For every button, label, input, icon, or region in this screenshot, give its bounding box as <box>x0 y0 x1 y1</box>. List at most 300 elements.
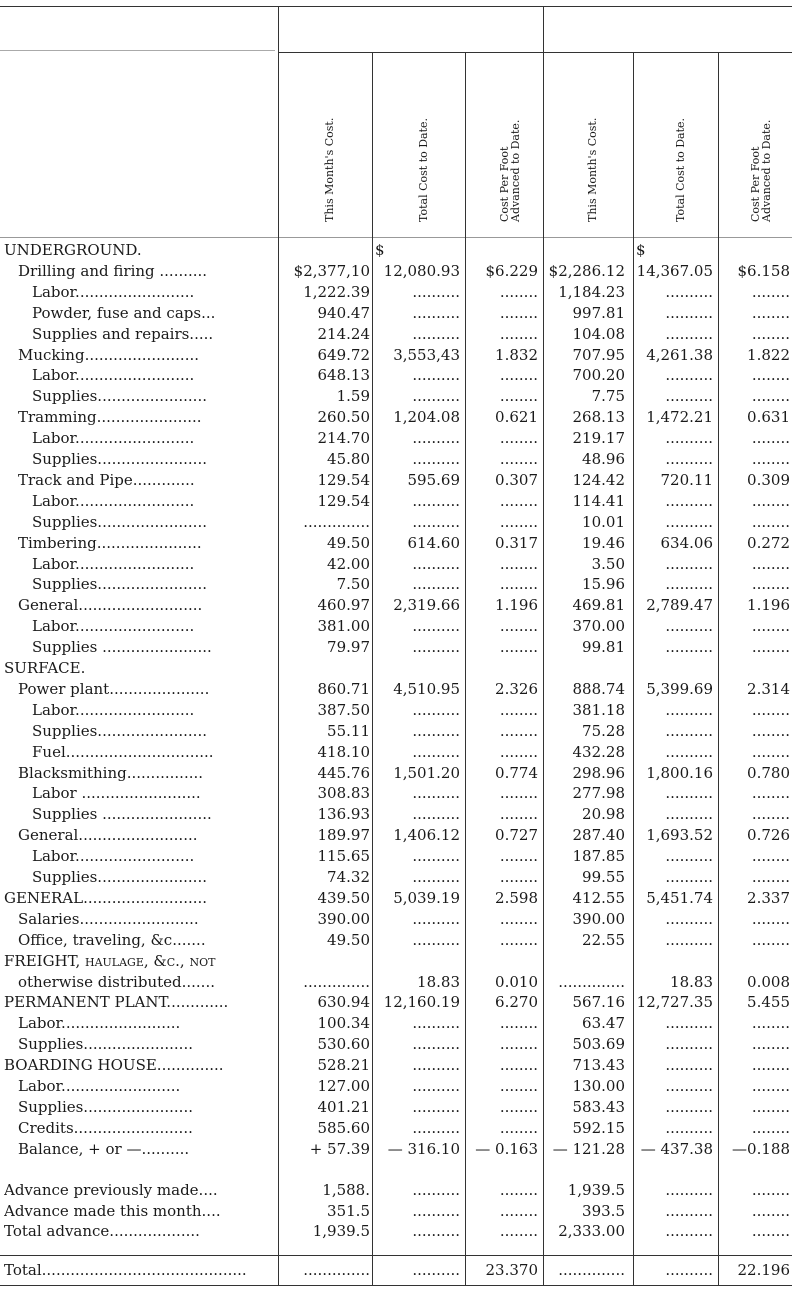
table-cell: — 437.38 <box>640 1139 713 1158</box>
table-cell: $ <box>375 241 385 259</box>
table-cell: 860.71 <box>317 679 370 698</box>
table-cell: .......... <box>412 721 460 740</box>
table-cell: .......... <box>412 366 460 385</box>
table-cell: 439.50 <box>317 888 370 907</box>
table-cell: ........ <box>499 617 538 636</box>
table-cell: .......... <box>665 324 713 343</box>
table-cell: 2,333.00 <box>558 1222 625 1241</box>
table-cell: ........ <box>751 429 790 448</box>
row-label: Supplies ....................... <box>32 640 212 656</box>
table-cell: 104.08 <box>572 324 625 343</box>
table-cell: 15.96 <box>582 575 625 594</box>
table-cell: 0.621 <box>495 408 538 427</box>
table-cell: ........ <box>499 303 538 322</box>
table-cell: 99.81 <box>582 638 625 657</box>
table-cell: ........ <box>751 387 790 406</box>
column-heading: Advanced to Date. <box>509 119 522 222</box>
row-label: Supplies....................... <box>18 1037 193 1053</box>
row-label: Labor......................... <box>32 431 195 447</box>
table-cell: .......... <box>412 1261 460 1279</box>
table-cell: .......... <box>412 324 460 343</box>
table-cell: + 57.39 <box>309 1139 370 1158</box>
table-cell: ........ <box>751 909 790 928</box>
row-label: Labor......................... <box>18 1016 181 1032</box>
table-cell: ........ <box>499 805 538 824</box>
row-label: Power plant..................... <box>18 681 210 697</box>
column-heading: Cost Per Foot <box>749 146 762 222</box>
table-cell: 418.10 <box>317 742 370 761</box>
table-cell: .......... <box>665 721 713 740</box>
table-cell: 2.326 <box>495 679 538 698</box>
row-label: Total........................................... <box>4 1263 247 1278</box>
table-cell: .......... <box>412 303 460 322</box>
table-cell: ........ <box>751 721 790 740</box>
table-cell: 136.93 <box>317 805 370 824</box>
table-cell: 370.00 <box>572 617 625 636</box>
table-cell: .......... <box>412 742 460 761</box>
table-cell: .......... <box>412 847 460 866</box>
table-cell: .......... <box>412 1056 460 1075</box>
table-cell: 0.774 <box>495 763 538 782</box>
row-label: PERMANENT PLANT............. <box>4 995 229 1011</box>
table-cell: 1,472.21 <box>646 408 713 427</box>
table-cell: 1,406.12 <box>393 826 460 845</box>
column-divider <box>278 6 279 1285</box>
table-cell: .......... <box>412 1118 460 1137</box>
column-divider <box>543 6 544 1285</box>
row-label: Total advance................... <box>4 1224 200 1240</box>
header-bottom-rule <box>0 237 792 238</box>
table-cell: 0.309 <box>747 470 790 489</box>
table-cell: 630.94 <box>317 993 370 1012</box>
row-label: Supplies....................... <box>32 452 207 467</box>
row-label: Advance previously made.... <box>4 1182 218 1198</box>
column-heading: This Month's Cost. <box>586 117 599 222</box>
table-cell: 1.59 <box>336 387 370 406</box>
table-cell: ........ <box>751 617 790 636</box>
table-cell: ........ <box>499 491 538 510</box>
table-cell: .......... <box>665 930 713 949</box>
table-cell: $2,286.12 <box>548 261 625 280</box>
table-cell: ........ <box>751 638 790 657</box>
table-cell: 22.196 <box>737 1261 790 1279</box>
table-cell: 12,080.93 <box>383 261 460 280</box>
table-cell: ........ <box>499 575 538 594</box>
row-label: Supplies and repairs..... <box>32 326 214 342</box>
table-cell: .......... <box>665 1222 713 1241</box>
table-cell: 99.55 <box>582 868 625 886</box>
table-cell: 0.008 <box>747 972 790 991</box>
table-cell: ........ <box>499 450 538 468</box>
table-cell: .......... <box>665 429 713 448</box>
table-cell: .......... <box>665 491 713 510</box>
row-label: Supplies....................... <box>32 577 207 593</box>
table-cell: ........ <box>751 700 790 719</box>
row-label: Drilling and firing .......... <box>18 263 208 279</box>
table-cell: — 0.163 <box>475 1139 538 1158</box>
table-cell: ........ <box>751 1118 790 1137</box>
table-cell: 401.21 <box>317 1097 370 1116</box>
row-label: Credits......................... <box>18 1120 193 1136</box>
table-cell: 648.13 <box>317 366 370 385</box>
row-label: Powder, fuse and caps... <box>32 305 216 321</box>
table-cell: .............. <box>558 972 625 991</box>
table-cell: 7.75 <box>591 387 625 406</box>
table-cell: ........ <box>751 1180 790 1199</box>
table-cell: 390.00 <box>317 909 370 928</box>
table-cell: .......... <box>665 1118 713 1137</box>
table-cell: 187.85 <box>572 847 625 866</box>
table-cell: .......... <box>412 491 460 510</box>
table-cell: ........ <box>499 1035 538 1054</box>
row-label: Labor ......................... <box>32 786 201 802</box>
table-cell: ........ <box>499 1201 538 1220</box>
table-cell: 1,800.16 <box>646 763 713 782</box>
table-cell: 888.74 <box>572 679 625 698</box>
table-cell: 567.16 <box>572 993 625 1012</box>
table-cell: 940.47 <box>317 303 370 322</box>
table-cell: 390.00 <box>572 909 625 928</box>
row-label: Labor......................... <box>32 849 195 865</box>
table-cell: ........ <box>499 1097 538 1116</box>
row-label: Tramming...................... <box>18 410 202 426</box>
table-cell: ........ <box>751 554 790 573</box>
table-cell: 1.196 <box>747 596 790 615</box>
table-cell: 0.010 <box>495 972 538 991</box>
table-cell: 585.60 <box>317 1118 370 1137</box>
table-cell: 469.81 <box>572 596 625 615</box>
table-cell: ........ <box>499 1222 538 1241</box>
table-cell: 2.337 <box>747 888 790 907</box>
table-cell: 114.41 <box>572 491 625 510</box>
row-label: FREIGHT, haulage, &c., not <box>4 953 216 969</box>
column-divider <box>372 52 373 1285</box>
table-cell: 0.780 <box>747 763 790 782</box>
table-cell: .......... <box>665 1261 713 1279</box>
row-label: Labor......................... <box>32 493 195 509</box>
row-label: Mucking........................ <box>18 347 200 363</box>
column-heading: This Month's Cost. <box>323 117 336 222</box>
table-cell: ........ <box>751 1077 790 1095</box>
row-label: General......................... <box>18 828 198 844</box>
top-rule <box>0 6 792 7</box>
table-cell: ........ <box>499 742 538 761</box>
table-cell: 445.76 <box>317 763 370 782</box>
table-cell: 5,399.69 <box>646 679 713 698</box>
table-cell: 997.81 <box>572 303 625 322</box>
table-cell: ........ <box>751 930 790 949</box>
table-cell: .......... <box>412 1201 460 1220</box>
table-cell: ........ <box>751 282 790 301</box>
column-heading: Total Cost to Date. <box>416 117 430 222</box>
table-cell: 2,789.47 <box>646 596 713 615</box>
table-cell: .......... <box>412 1035 460 1054</box>
row-label: General.......................... <box>18 598 203 614</box>
table-cell: — 316.10 <box>387 1139 460 1158</box>
table-cell: 707.95 <box>572 345 625 364</box>
row-label: Salaries......................... <box>18 911 199 927</box>
table-cell: 2.314 <box>747 679 790 698</box>
table-cell: 0.727 <box>495 826 538 845</box>
table-cell: 530.60 <box>317 1035 370 1054</box>
table-cell: 18.83 <box>670 972 713 991</box>
table-cell: 1,204.08 <box>393 408 460 427</box>
table-cell: ........ <box>499 1118 538 1137</box>
table-cell: .......... <box>665 847 713 866</box>
column-heading: Advanced to Date. <box>760 119 773 222</box>
table-cell: 1,939.5 <box>312 1222 370 1241</box>
table-cell: 4,261.38 <box>646 345 713 364</box>
table-cell: 219.17 <box>572 429 625 448</box>
table-cell: ........ <box>751 491 790 510</box>
table-cell: 308.83 <box>317 784 370 803</box>
table-cell: .......... <box>665 366 713 385</box>
table-cell: ........ <box>499 930 538 949</box>
table-cell: ........ <box>751 1014 790 1033</box>
table-cell: 7.50 <box>336 575 370 594</box>
table-cell: ........ <box>499 868 538 886</box>
table-cell: 63.47 <box>582 1014 625 1033</box>
table-cell: 1,501.20 <box>393 763 460 782</box>
table-cell: .......... <box>665 1035 713 1054</box>
row-label: Labor......................... <box>32 556 195 572</box>
row-label: SURFACE. <box>4 661 86 676</box>
table-cell: 1,939.5 <box>567 1180 625 1199</box>
table-cell: .......... <box>412 805 460 824</box>
table-cell: .......... <box>665 909 713 928</box>
table-cell: .......... <box>412 1097 460 1116</box>
table-cell: .......... <box>412 282 460 301</box>
table-cell: ........ <box>751 512 790 531</box>
table-cell: .......... <box>665 1097 713 1116</box>
table-cell: ........ <box>751 324 790 343</box>
column-divider <box>633 52 634 1285</box>
table-cell: .......... <box>665 303 713 322</box>
table-cell: 124.42 <box>572 470 625 489</box>
table-cell: 6.270 <box>495 993 538 1012</box>
row-label: Track and Pipe............. <box>18 472 195 488</box>
row-label: Labor......................... <box>32 702 195 718</box>
table-cell: 720.11 <box>660 470 713 489</box>
table-cell: 18.83 <box>417 972 460 991</box>
table-cell: .......... <box>412 868 460 886</box>
table-cell: 5.455 <box>747 993 790 1012</box>
table-cell: .......... <box>665 1180 713 1199</box>
table-cell: 0.307 <box>495 470 538 489</box>
row-label: BOARDING HOUSE.............. <box>4 1058 224 1074</box>
table-cell: — 121.28 <box>552 1139 625 1158</box>
table-cell: 2,319.66 <box>393 596 460 615</box>
table-cell: 277.98 <box>572 784 625 803</box>
row-label: Office, traveling, &c....... <box>18 932 206 948</box>
table-cell: 1,222.39 <box>303 282 370 301</box>
table-cell: —0.188 <box>732 1139 790 1158</box>
table-cell: 592.15 <box>572 1118 625 1137</box>
table-cell: $6.229 <box>485 261 538 280</box>
table-cell: .......... <box>665 450 713 468</box>
table-cell: ........ <box>499 429 538 448</box>
row-label: Timbering...................... <box>18 535 202 551</box>
table-cell: 381.00 <box>317 617 370 636</box>
column-divider <box>718 52 719 1285</box>
table-cell: 75.28 <box>582 721 625 740</box>
table-cell: ........ <box>751 1035 790 1054</box>
table-cell: .......... <box>665 1014 713 1033</box>
table-cell: ........ <box>751 784 790 803</box>
table-cell: .............. <box>303 1261 370 1279</box>
table-cell: 412.55 <box>572 888 625 907</box>
table-cell: ........ <box>751 1222 790 1241</box>
table-cell: .......... <box>412 638 460 657</box>
table-cell: 583.43 <box>572 1097 625 1116</box>
table-cell: ........ <box>751 1201 790 1220</box>
table-cell: ........ <box>751 1056 790 1075</box>
table-cell: 1.196 <box>495 596 538 615</box>
table-cell: ........ <box>751 303 790 322</box>
table-cell: 129.54 <box>317 491 370 510</box>
table-cell: 22.55 <box>582 930 625 949</box>
table-cell: ........ <box>751 1097 790 1116</box>
table-cell: 700.20 <box>572 366 625 385</box>
table-cell: ........ <box>499 1077 538 1095</box>
table-cell: 214.24 <box>317 324 370 343</box>
table-cell: .......... <box>665 554 713 573</box>
table-cell: .......... <box>665 784 713 803</box>
table-cell: .......... <box>665 1077 713 1095</box>
table-cell: ........ <box>499 512 538 531</box>
table-cell: 12,160.19 <box>383 993 460 1012</box>
table-cell: ........ <box>499 554 538 573</box>
bottom-rule <box>0 1285 792 1286</box>
table-cell: 287.40 <box>572 826 625 845</box>
table-cell: ........ <box>499 700 538 719</box>
table-cell: .......... <box>412 930 460 949</box>
table-cell: 1.822 <box>747 345 790 364</box>
table-cell: $6.158 <box>737 261 790 280</box>
table-cell: 260.50 <box>317 408 370 427</box>
table-cell: 115.65 <box>317 847 370 866</box>
table-cell: 1,588. <box>322 1180 370 1199</box>
table-cell: ........ <box>751 450 790 468</box>
table-cell: 5,039.19 <box>393 888 460 907</box>
table-cell: .............. <box>303 512 370 531</box>
table-cell: .......... <box>412 512 460 531</box>
table-cell: .......... <box>412 429 460 448</box>
table-cell: .............. <box>558 1261 625 1279</box>
table-cell: .......... <box>665 868 713 886</box>
table-cell: 130.00 <box>572 1077 625 1095</box>
table-cell: .......... <box>665 575 713 594</box>
table-cell: $ <box>636 241 646 259</box>
table-cell: ........ <box>499 1014 538 1033</box>
table-cell: .......... <box>412 617 460 636</box>
table-cell: .......... <box>665 512 713 531</box>
table-cell: 713.43 <box>572 1056 625 1075</box>
table-cell: .......... <box>412 387 460 406</box>
table-cell: 649.72 <box>317 345 370 364</box>
table-cell: 79.97 <box>327 638 370 657</box>
table-cell: ........ <box>499 909 538 928</box>
table-cell: 49.50 <box>327 930 370 949</box>
row-label: Advance made this month.... <box>4 1203 221 1219</box>
table-cell: .......... <box>665 700 713 719</box>
table-cell: 23.370 <box>485 1261 538 1279</box>
table-cell: .......... <box>412 1180 460 1199</box>
table-cell: 0.317 <box>495 533 538 552</box>
table-cell: .......... <box>412 450 460 468</box>
table-cell: 1,184.23 <box>558 282 625 301</box>
table-cell: 100.34 <box>317 1014 370 1033</box>
table-cell: 10.01 <box>582 512 625 531</box>
table-cell: 127.00 <box>317 1077 370 1095</box>
table-cell: .......... <box>665 1056 713 1075</box>
row-label: Supplies ....................... <box>32 807 212 823</box>
table-cell: 432.28 <box>572 742 625 761</box>
table-cell: $2,377,10 <box>293 261 370 280</box>
table-cell: 20.98 <box>582 805 625 824</box>
table-cell: 634.06 <box>660 533 713 552</box>
table-cell: 0.631 <box>747 408 790 427</box>
table-cell: .......... <box>412 1077 460 1095</box>
table-cell: ........ <box>499 1180 538 1199</box>
table-cell: 5,451.74 <box>646 888 713 907</box>
table-cell: 614.60 <box>407 533 460 552</box>
table-cell: ........ <box>751 575 790 594</box>
row-label: Balance, + or —.......... <box>18 1141 190 1157</box>
table-cell: 48.96 <box>582 450 625 468</box>
column-heading: Cost Per Foot <box>498 146 511 222</box>
table-cell: 14,367.05 <box>636 261 713 280</box>
table-cell: 3.50 <box>591 554 625 573</box>
table-cell: 189.97 <box>317 826 370 845</box>
table-cell: .......... <box>665 742 713 761</box>
row-label: Labor......................... <box>32 368 195 384</box>
row-label: Supplies....................... <box>32 870 207 885</box>
row-label: Labor......................... <box>32 619 195 635</box>
table-cell: .......... <box>665 1201 713 1220</box>
table-cell: 0.272 <box>747 533 790 552</box>
table-cell: ........ <box>499 847 538 866</box>
table-cell: 55.11 <box>327 721 370 740</box>
table-cell: ........ <box>751 366 790 385</box>
header-bottom-rule-left <box>0 50 275 51</box>
row-label: Supplies....................... <box>32 723 207 739</box>
row-label: Supplies....................... <box>32 389 207 405</box>
row-label: UNDERGROUND. <box>4 243 142 258</box>
table-cell: .............. <box>303 972 370 991</box>
row-label: otherwise distributed....... <box>18 974 215 990</box>
table-cell: ........ <box>499 1056 538 1075</box>
column-heading: Total Cost to Date. <box>673 117 687 222</box>
column-divider <box>465 52 466 1285</box>
table-cell: 2.598 <box>495 888 538 907</box>
table-cell: 387.50 <box>317 700 370 719</box>
table-cell: 42.00 <box>327 554 370 573</box>
table-cell: ........ <box>499 387 538 406</box>
table-cell: 393.5 <box>582 1201 625 1220</box>
table-cell: ........ <box>751 742 790 761</box>
table-cell: .......... <box>412 554 460 573</box>
table-cell: .......... <box>412 700 460 719</box>
table-cell: 129.54 <box>317 470 370 489</box>
table-cell: 528.21 <box>317 1056 370 1075</box>
table-cell: 12,727.35 <box>636 993 713 1012</box>
table-cell: ........ <box>751 805 790 824</box>
table-cell: 595.69 <box>407 470 460 489</box>
table-cell: .......... <box>665 282 713 301</box>
row-label: Blacksmithing................ <box>18 765 204 781</box>
table-cell: .......... <box>665 617 713 636</box>
